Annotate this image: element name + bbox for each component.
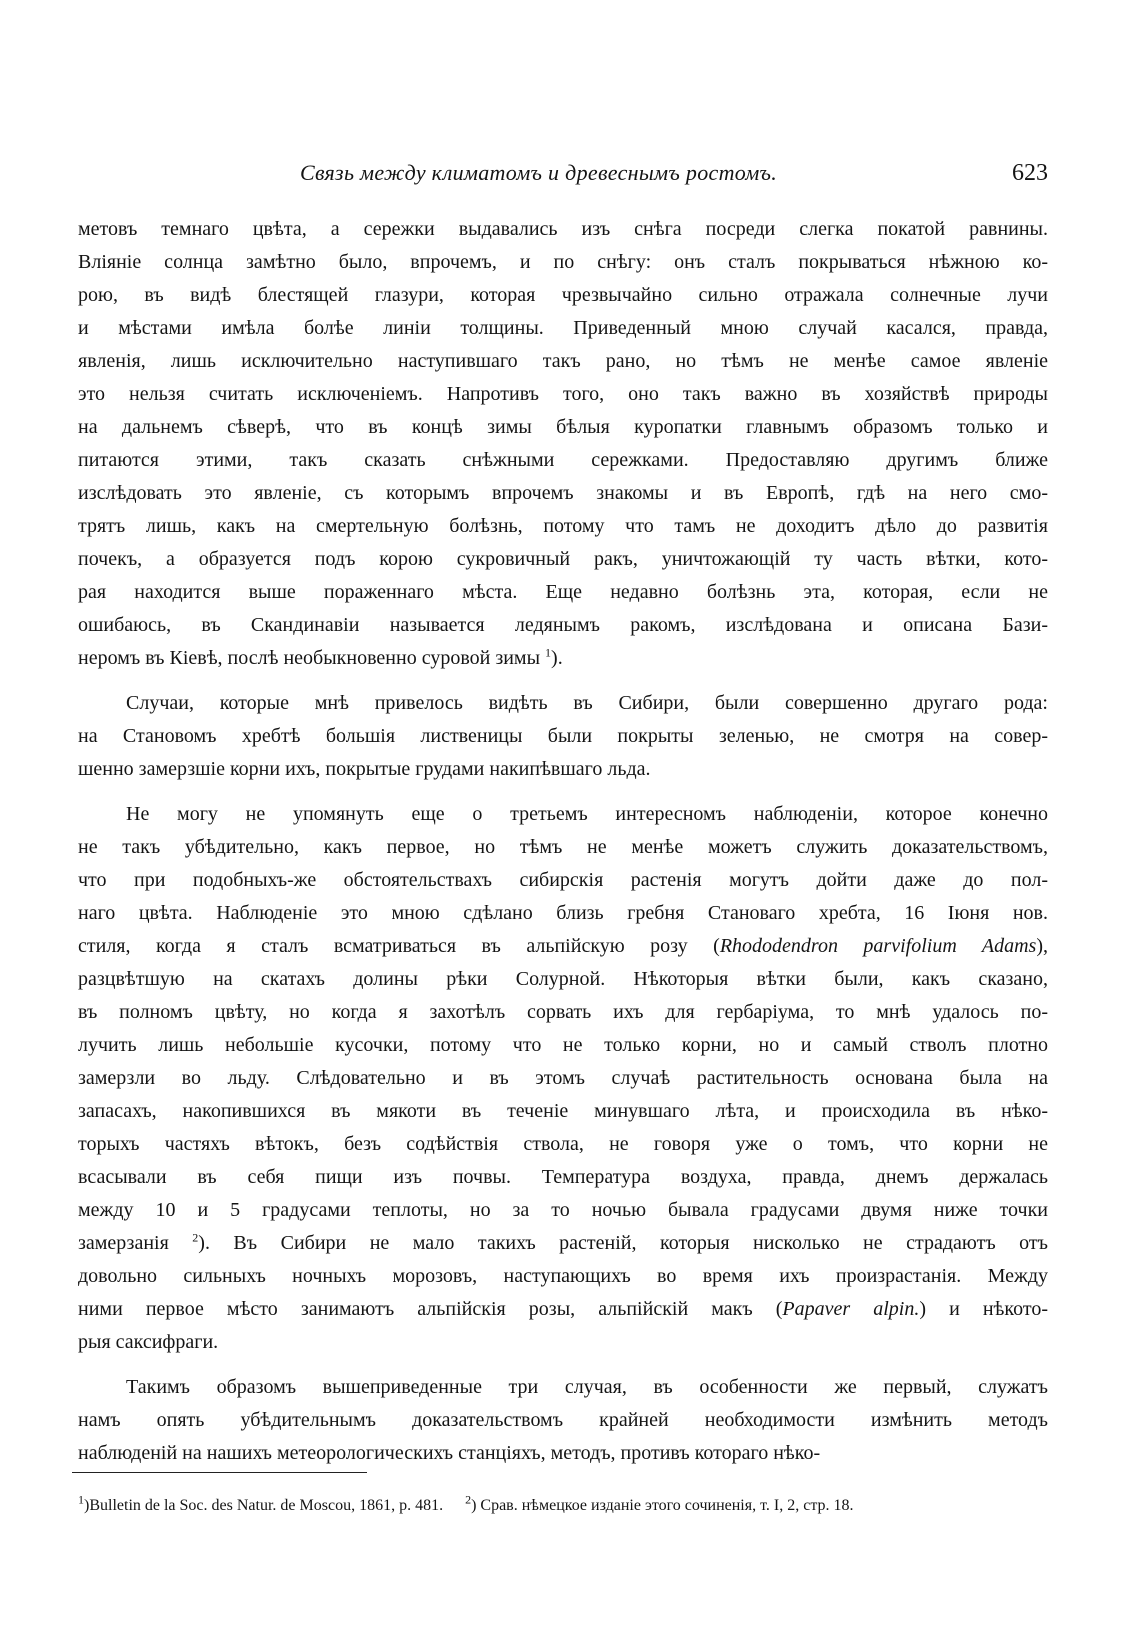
paragraph bbox=[78, 687, 1048, 786]
line-tail: ). bbox=[551, 647, 563, 669]
text-line bbox=[78, 930, 1048, 963]
line-text: наблюденій на нашихъ метеорологическихъ станціяхъ, методъ, противъ котораго нѣко- bbox=[78, 1442, 821, 1464]
text-line bbox=[78, 1194, 1048, 1227]
line-text: рыя саксифраги. bbox=[78, 1331, 219, 1353]
text-line bbox=[78, 411, 1048, 444]
text-line bbox=[78, 1128, 1048, 1161]
footnote-text: ) Срав. нѣмецкое изданіе этого сочиненія, т. I, 2, стр. 18. bbox=[471, 1497, 854, 1514]
text-line bbox=[78, 963, 1048, 996]
text-line bbox=[78, 510, 1048, 543]
line-text: на Становомъ хребтѣ большія лиственицы были покрыты зеленью, не смотря на совер- bbox=[78, 725, 1048, 747]
body-text bbox=[78, 213, 1048, 1470]
line-text: Не могу не упомянуть еще о третьемъ интересномъ наблюденіи, которое конечно bbox=[126, 803, 1048, 825]
footnote bbox=[465, 1492, 854, 1515]
line-text: неромъ въ Кіевѣ, послѣ необыкновенно суровой зимы bbox=[78, 647, 546, 669]
text-line bbox=[78, 576, 1048, 609]
line-text: наго цвѣта. Наблюденіе это мною сдѣлано близь гребня Становаго хребта, 16 Іюня нов. bbox=[78, 902, 1048, 924]
footnote-mark: 1 bbox=[78, 1492, 84, 1507]
text-line bbox=[78, 1404, 1048, 1437]
line-text: почекъ, а образуется подъ корою сукровичный ракъ, уничтожающій ту часть вѣтки, кото- bbox=[78, 548, 1048, 570]
line-text: торыхъ частяхъ вѣтокъ, безъ содѣйствія ствола, не говоря уже о томъ, что корни не bbox=[78, 1133, 1048, 1155]
line-text: изслѣдовать это явленіе, съ которымъ впрочемъ знакомы и въ Европѣ, гдѣ на него смо- bbox=[78, 482, 1048, 504]
text-line bbox=[78, 687, 1048, 720]
text-line bbox=[78, 609, 1048, 642]
line-text: Случаи, которые мнѣ привелось видѣть въ Сибири, были совершенно другаго рода: bbox=[126, 692, 1048, 714]
text-line bbox=[78, 213, 1048, 246]
line-text: запасахъ, накопившихся въ мякоти въ теченіе минувшаго лѣта, и происходила въ нѣко- bbox=[78, 1100, 1048, 1122]
text-line bbox=[78, 864, 1048, 897]
text-line bbox=[78, 444, 1048, 477]
line-tail: ). Въ Сибири не мало такихъ растеній, которыя нисколько не страдаютъ отъ bbox=[198, 1232, 1048, 1254]
text-line bbox=[78, 1326, 1048, 1359]
text-line bbox=[78, 246, 1048, 279]
line-text: замерзли во льду. Слѣдовательно и въ этомъ случаѣ растительность основана была на bbox=[78, 1067, 1048, 1089]
line-text: явленія, лишь исключительно наступившаго такъ рано, но тѣмъ не менѣе самое явленіе bbox=[78, 350, 1048, 372]
text-line bbox=[78, 279, 1048, 312]
text-line bbox=[78, 543, 1048, 576]
text-line bbox=[78, 897, 1048, 930]
line-text: Такимъ образомъ вышеприведенные три случая, въ особенности же первый, служатъ bbox=[126, 1376, 1048, 1398]
paragraph bbox=[78, 798, 1048, 1359]
text-line bbox=[78, 378, 1048, 411]
text-line bbox=[78, 1260, 1048, 1293]
footnote bbox=[78, 1492, 444, 1515]
text-line bbox=[78, 798, 1048, 831]
line-text: что при подобныхъ-же обстоятельствахъ сибирскія растенія могутъ дойти даже до пол- bbox=[78, 869, 1048, 891]
line-text: Вліяніе солнца замѣтно было, впрочемъ, и по снѣгу: онъ сталъ покрываться нѣжною ко- bbox=[78, 251, 1048, 273]
footnote-text: )Bulletin de la Soc. des Natur. de Moscou, 1861, p. 481. bbox=[84, 1497, 444, 1514]
latin-name: Papaver alpin. bbox=[782, 1298, 920, 1320]
line-text: стиля, когда я сталъ всматриваться въ альпійскую розу ( bbox=[78, 935, 720, 957]
line-text: рою, въ видѣ блестящей глазури, которая чрезвычайно сильно отражала солнечные лучи bbox=[78, 284, 1048, 306]
line-text: между 10 и 5 градусами теплоты, но за то ночью бывала градусами двумя ниже точки bbox=[78, 1199, 1048, 1221]
footnote-mark: 2 bbox=[465, 1492, 472, 1507]
line-text: въ полномъ цвѣту, но когда я захотѣлъ сорвать ихъ для гербаріума, то мнѣ удалось по- bbox=[78, 1001, 1048, 1023]
text-line bbox=[78, 996, 1048, 1029]
line-text: всасывали въ себя пищи изъ почвы. Температура воздуха, правда, днемъ держалась bbox=[78, 1166, 1048, 1188]
line-text: лучить лишь небольшіе кусочки, потому что не только корни, но и самый стволъ плотно bbox=[78, 1034, 1048, 1056]
line-text: не такъ убѣдительно, какъ первое, но тѣмъ не менѣе можетъ служить доказательствомъ, bbox=[78, 836, 1048, 858]
line-text: замерзанія bbox=[78, 1232, 193, 1254]
line-text: это нельзя считать исключеніемъ. Напротивъ того, оно такъ важно въ хозяйствѣ природы bbox=[78, 383, 1048, 405]
text-line bbox=[78, 1437, 1048, 1470]
page-number: 623 bbox=[1012, 160, 1048, 186]
line-text: метовъ темнаго цвѣта, а сережки выдавались изъ снѣга посреди слегка покатой равнины. bbox=[78, 218, 1048, 240]
running-title: Связь между климатомъ и древеснымъ ростомъ. bbox=[300, 160, 778, 185]
text-line bbox=[78, 1062, 1048, 1095]
text-line bbox=[78, 642, 1048, 675]
text-line bbox=[78, 1161, 1048, 1194]
line-text: на дальнемъ сѣверѣ, что въ концѣ зимы бѣлыя куропатки главнымъ образомъ только и bbox=[78, 416, 1048, 438]
text-line bbox=[78, 1293, 1048, 1326]
paragraph bbox=[78, 213, 1048, 675]
line-tail: ) и нѣкото- bbox=[919, 1298, 1048, 1320]
text-line bbox=[78, 477, 1048, 510]
line-text: и мѣстами имѣла болѣе линіи толщины. Приведенный мною случай касался, правда, bbox=[78, 317, 1048, 339]
line-text: питаются этими, такъ сказать снѣжными сережками. Предоставляю другимъ ближе bbox=[78, 449, 1048, 471]
line-text: ошибаюсь, въ Скандинавіи называется ледянымъ ракомъ, изслѣдована и описана Бази- bbox=[78, 614, 1048, 636]
text-line bbox=[78, 1029, 1048, 1062]
line-text: рая находится выше пораженнаго мѣста. Еще недавно болѣзнь эта, которая, если не bbox=[78, 581, 1048, 603]
text-line bbox=[78, 720, 1048, 753]
paragraph bbox=[78, 1371, 1048, 1470]
footnote-ref: 2 bbox=[192, 1230, 199, 1245]
running-head bbox=[300, 160, 1048, 200]
latin-name: Rhododendron parvifolium Adams bbox=[719, 935, 1037, 957]
text-line bbox=[78, 1371, 1048, 1404]
text-line bbox=[78, 753, 1048, 786]
text-line bbox=[78, 1095, 1048, 1128]
footnotes bbox=[78, 1492, 1048, 1515]
footnote-ref: 1 bbox=[545, 645, 552, 660]
line-text: намъ опять убѣдительнымъ доказательствомъ крайней необходимости измѣнить методъ bbox=[78, 1409, 1048, 1431]
text-line bbox=[78, 831, 1048, 864]
text-line bbox=[78, 1227, 1048, 1260]
line-text: довольно сильныхъ ночныхъ морозовъ, наступающихъ во время ихъ произрастанія. Между bbox=[78, 1265, 1048, 1287]
footnote-rule bbox=[72, 1472, 367, 1473]
line-text: шенно замерзшіе корни ихъ, покрытые грудами накипѣвшаго льда. bbox=[78, 758, 651, 780]
line-text: разцвѣтшую на скатахъ долины рѣки Солурной. Нѣкоторыя вѣтки были, какъ сказано, bbox=[78, 968, 1048, 990]
text-line bbox=[78, 312, 1048, 345]
line-text: трятъ лишь, какъ на смертельную болѣзнь, потому что тамъ не доходитъ дѣло до развитія bbox=[78, 515, 1048, 537]
line-text: ними первое мѣсто занимаютъ альпійскія розы, альпійскій макъ ( bbox=[78, 1298, 783, 1320]
line-tail: ), bbox=[1036, 935, 1048, 957]
text-line bbox=[78, 345, 1048, 378]
